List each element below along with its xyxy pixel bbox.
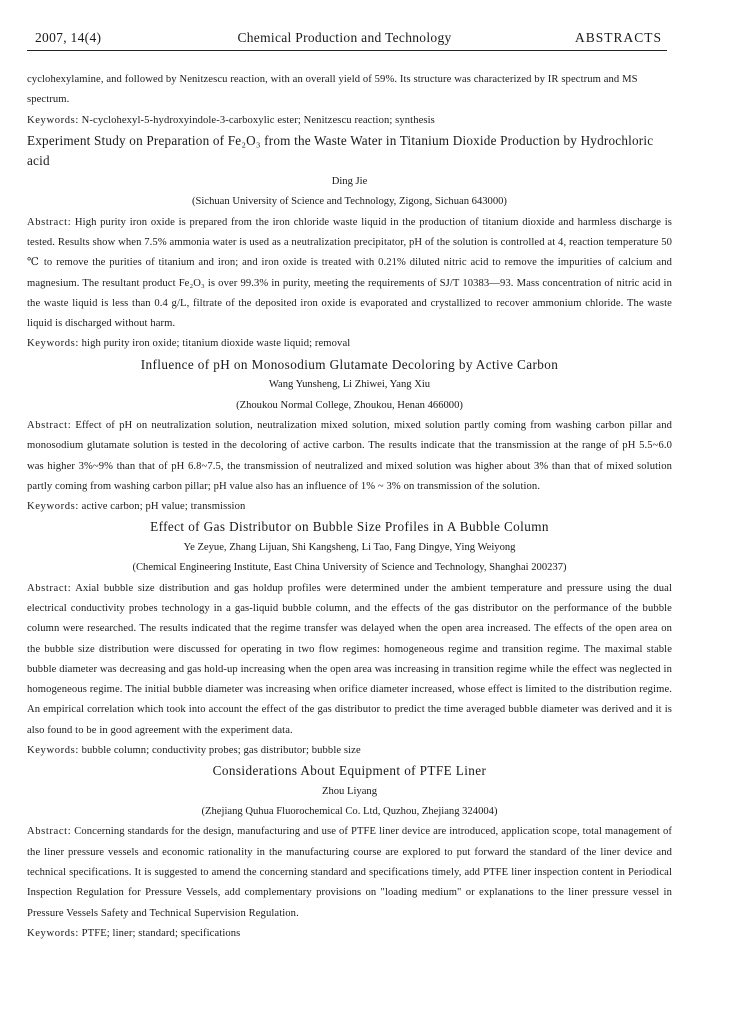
article-affiliation: (Zhejiang Quhua Fluorochemical Co. Ltd, Quzhou, Zhejiang 324004) <box>201 806 498 818</box>
article-authors: Zhou Liyang <box>321 785 378 797</box>
article-authors: Wang Yunsheng, Li Zhiwei, Yang Xiu <box>268 379 431 391</box>
journal-name: Chemical Production and Technology <box>237 30 452 45</box>
keywords-label: Keywords: <box>27 338 79 350</box>
article-authors: Ding Jie <box>331 176 368 188</box>
keywords-label: Keywords: <box>27 114 79 126</box>
article-abstract <box>27 579 672 741</box>
abstract-label: Abstract: <box>27 216 72 228</box>
issue-number: 2007, 14(4) <box>35 30 102 45</box>
keywords-text: bubble column; conductivity probes; gas distributor; bubble size <box>81 744 361 756</box>
keywords-text: N-cyclohexyl-5-hydroxyindole-3-carboxylic ester; Nenitzescu reaction; synthesis <box>81 114 435 126</box>
article-title: Effect of Gas Distributor on Bubble Size Profiles in A Bubble Column <box>150 519 549 535</box>
keywords-label: Keywords: <box>27 744 79 756</box>
keywords-text: PTFE; liner; standard; specifications <box>81 927 241 939</box>
abstract-label: Abstract: <box>27 582 72 594</box>
article-title: Considerations About Equipment of PTFE Liner <box>212 763 487 779</box>
article-title: Influence of pH on Monosodium Glutamate Decoloring by Active Carbon <box>140 356 559 372</box>
abstracts-content <box>27 70 672 944</box>
running-header <box>27 30 662 48</box>
header-rule <box>27 50 667 51</box>
abstract-text: Axial bubble size distribution and gas holdup profiles were determined under the ambient temperature and pressure using the dual electrical conductivity probes technology in a gas-liquid bubble column, and the effects of the gas distributor on the performance of the bubble column were researched. The results indicated that the regime transfer was delayed when the open area increased. The effects of the open area on the bubble size distribution were discussed for operating in two flow regimes: homogeneous regime and transition regime. The maximal stable bubble diameter was decreasing and gas hold-up increasing when the open area was increasing in transition regime while the effect was neglected in homogeneous regime. The initial bubble diameter was increasing when orifice diameter increased, whose effect is limited to the distribution regime. An empirical correlation which took into account the effect of the gas distributor to predict the time averaged bubble diameter was derived and it is also found to be in good agreement with the experiment data. <box>27 582 672 736</box>
article-affiliation: (Sichuan University of Science and Technology, Zigong, Sichuan 643000) <box>192 196 507 208</box>
continued-keywords <box>27 111 672 131</box>
keywords-text: high purity iron oxide; titanium dioxide waste liquid; removal <box>81 338 351 350</box>
continued-abstract: cyclohexylamine, and followed by Nenitzescu reaction, with an overall yield of 59%. Its structure was characterized by IR spectrum and MS spectrum. <box>27 74 638 106</box>
article-keywords <box>27 924 672 944</box>
article-abstract <box>27 213 672 335</box>
article-keywords <box>27 334 672 354</box>
abstract-label: Abstract: <box>27 419 72 431</box>
article-keywords <box>27 741 672 761</box>
abstract-text: Concerning standards for the design, manufacturing and use of PTFE liner device are introduced, application scope, total management of the liner pressure vessels and economic rationality in the manufacturing course are explored to put forward the standard of the liner device and technical specifications. It is suggested to amend the concerning standard and specifications timely, add PTFE liner inspection content in Periodical Inspection Regulation for Pressure Vessels, add complementary provisions on "loading medium" or explanations to the liner pressure vessel in Pressure Vessels Safety and Technical Supervision Regulation. <box>27 826 673 919</box>
article-abstract <box>27 822 672 923</box>
section-name: ABSTRACTS <box>574 30 662 45</box>
article-keywords <box>27 497 672 517</box>
abstract-label: Abstract: <box>27 826 72 838</box>
article-title: Experiment Study on Preparation of Fe₂O₃ from the Waste Water in Titanium Dioxide Production by Hydrochloric acid <box>27 132 654 169</box>
abstract-text: Effect of pH on neutralization solution, neutralization mixed solution, mixed solution partly coming from washing carbon pillar and monosodium glutamate solution is tested in the decoloring of active carbon. The results indicate that the transmission at the range of pH 5.5~6.0 was higher 3%~9% than that of pH 6.8~7.5, the transmission of neutralized and mixed solution was higher about 3% than that of mixed solution partly coming from washing carbon pillar; pH value also has an influence of 1% ~ 3% on transmission of the solution. <box>27 419 672 492</box>
article-affiliation: (Zhoukou Normal College, Zhoukou, Henan 466000) <box>236 399 463 411</box>
article-abstract <box>27 416 672 497</box>
abstract-text: High purity iron oxide is prepared from the iron chloride waste liquid in the production of titanium dioxide and harmless discharge is tested. Results show when 7.5% ammonia water is used as a neutralization precipitator, pH of the solution is controlled at 4, reaction temperature 50 ℃ to remove the purities of titanium and iron; and iron oxide is treated with 0.21% diluted nitric acid to remove the impurities of calcium and magnesium. The resultant product Fe₂O₃ is over 99.3% in purity, meeting the requirements of SJ/T 10383—93. Mass concentration of nitric acid in the waste liquid is less than 0.4 g/L, filtrate of the deposited iron oxide is evaporated and crystallized to recover ammonium chloride. The waste liquid is discharged without harm. <box>27 216 672 330</box>
keywords-label: Keywords: <box>27 501 79 513</box>
article-affiliation: (Chemical Engineering Institute, East China University of Science and Technology, Shanghai 200237) <box>132 562 567 574</box>
keywords-label: Keywords: <box>27 927 79 939</box>
article-authors: Ye Zeyue, Zhang Lijuan, Shi Kangsheng, Li Tao, Fang Dingye, Ying Weiyong <box>183 542 516 554</box>
keywords-text: active carbon; pH value; transmission <box>81 501 246 513</box>
